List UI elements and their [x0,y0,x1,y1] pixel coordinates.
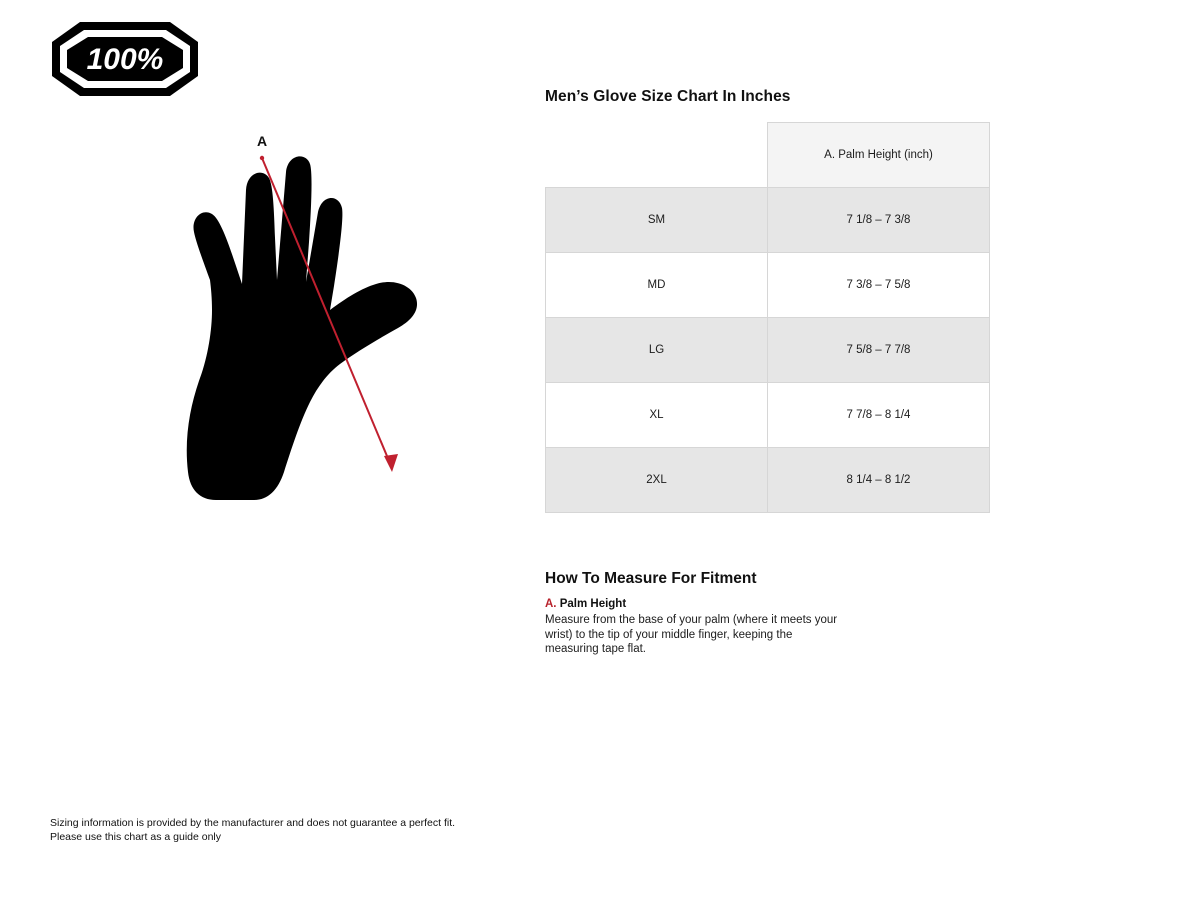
table-head [546,123,990,188]
how-to-measure-panel [545,570,865,657]
hand-illustration [150,120,540,520]
table-row [546,187,990,252]
size-chart-table [545,122,990,513]
cell-size-lg: LG [546,317,768,382]
one-hundred-percent-logo-icon [50,20,200,98]
cell-size-md: MD [546,252,768,317]
cell-palm-height-xl: 7 7/8 – 8 1/4 [768,382,990,447]
how-to-measure-title: How To Measure For Fitment [545,570,757,587]
footer-line-2: Please use this chart as a guide only [50,831,222,843]
cell-size-2xl: 2XL [546,447,768,512]
brand-logo [50,20,200,98]
table-row [546,252,990,317]
cell-size-sm: SM [546,187,768,252]
cell-palm-height-sm: 7 1/8 – 7 3/8 [768,187,990,252]
cell-palm-height-2xl: 8 1/4 – 8 1/2 [768,447,990,512]
measure-label-a: A [257,133,268,149]
table-row [546,317,990,382]
column-header-palm-height: A. Palm Height (inch) [768,123,990,188]
measure-item-text: Measure from the base of your palm (where it meets your wrist) to the tip of your middle finger, keeping the measuring tape flat. [545,614,838,656]
measure-item-name: Palm Height [559,598,627,610]
table-body [546,187,990,512]
table-header-row [546,123,990,188]
measure-item-heading [545,598,865,610]
footer-disclaimer [50,816,455,844]
table-corner-cell [546,123,768,188]
footer-line-1: Sizing information is provided by the manufacturer and does not guarantee a perfect fit. [50,817,456,829]
hand-silhouette-icon [150,120,540,520]
cell-palm-height-md: 7 3/8 – 7 5/8 [768,252,990,317]
table-row [546,382,990,447]
measure-item-letter: A. [545,598,557,610]
size-chart-panel [545,88,990,513]
table-row [546,447,990,512]
svg-text:100%: 100% [86,43,164,76]
chart-title: Men’s Glove Size Chart In Inches [545,88,791,105]
cell-size-xl: XL [546,382,768,447]
cell-palm-height-lg: 7 5/8 – 7 7/8 [768,317,990,382]
